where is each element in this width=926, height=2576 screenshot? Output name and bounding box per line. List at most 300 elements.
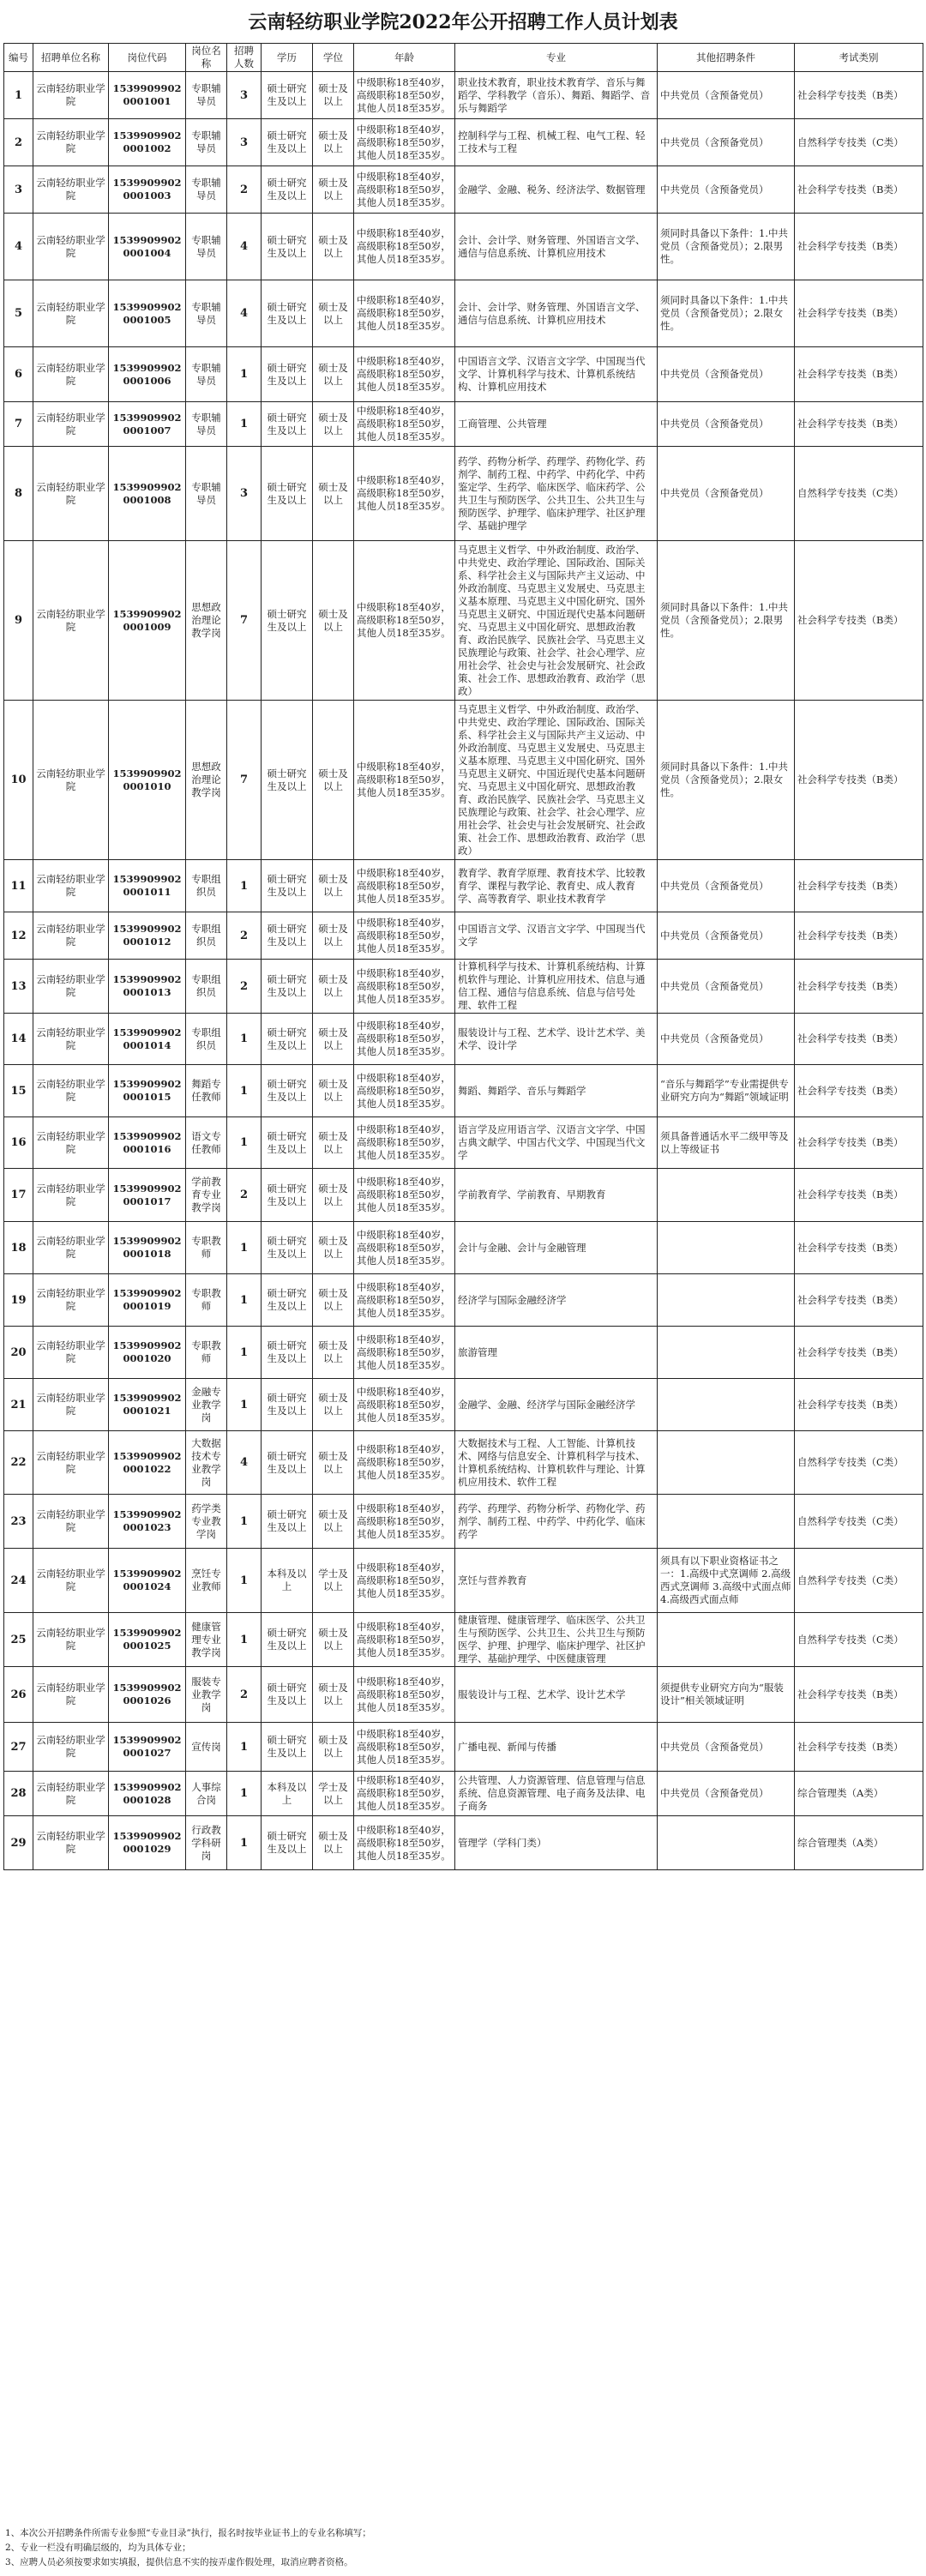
exam-category-cell: 社会科学专技类（B类） <box>795 1065 923 1117</box>
position-name-cell: 大数据技术专业教学岗 <box>186 1431 227 1495</box>
other-conditions-cell <box>658 1327 795 1379</box>
education-cell: 硕士研究生及以上 <box>262 447 313 541</box>
hire-count-cell: 7 <box>227 541 262 701</box>
major-requirement-cell: 管理学（学科门类） <box>455 1816 658 1870</box>
unit-name-cell: 云南轻纺职业学院 <box>33 72 109 119</box>
unit-name-cell: 云南轻纺职业学院 <box>33 347 109 402</box>
age-requirement-cell: 中级职称18至40岁，高级职称18至50岁，其他人员18至35岁。 <box>354 1065 455 1117</box>
table-row <box>4 960 923 1014</box>
other-conditions-cell: 中共党员（含预备党员） <box>658 1014 795 1065</box>
row-number-cell: 9 <box>4 541 33 701</box>
age-requirement-cell: 中级职称18至40岁，高级职称18至50岁，其他人员18至35岁。 <box>354 1117 455 1169</box>
position-code-cell: 15399099020001017 <box>109 1169 186 1222</box>
major-requirement-cell: 语言学及应用语言学、汉语言文字学、中国古典文献学、中国古代文学、中国现当代文学 <box>455 1117 658 1169</box>
unit-name-cell: 云南轻纺职业学院 <box>33 860 109 912</box>
unit-name-cell: 云南轻纺职业学院 <box>33 1613 109 1667</box>
position-name-cell: 专职辅导员 <box>186 347 227 402</box>
position-code-cell: 15399099020001022 <box>109 1431 186 1495</box>
degree-cell: 硕士及以上 <box>313 541 354 701</box>
position-code-cell: 15399099020001006 <box>109 347 186 402</box>
major-requirement-cell: 控制科学与工程、机械工程、电气工程、轻工技术与工程 <box>455 119 658 166</box>
position-name-cell: 宣传岗 <box>186 1723 227 1772</box>
education-cell: 硕士研究生及以上 <box>262 166 313 214</box>
table-row <box>4 1379 923 1431</box>
position-name-cell: 语文专任教师 <box>186 1117 227 1169</box>
exam-category-cell: 社会科学专技类（B类） <box>795 1379 923 1431</box>
position-code-cell: 15399099020001007 <box>109 402 186 447</box>
hire-count-cell: 2 <box>227 1667 262 1723</box>
hire-count-cell: 1 <box>227 1327 262 1379</box>
age-requirement-cell: 中级职称18至40岁，高级职称18至50岁，其他人员18至35岁。 <box>354 541 455 701</box>
major-requirement-cell: 烹饪与营养教育 <box>455 1549 658 1613</box>
table-row <box>4 1667 923 1723</box>
unit-name-cell: 云南轻纺职业学院 <box>33 1667 109 1723</box>
exam-category-cell: 社会科学专技类（B类） <box>795 347 923 402</box>
table-row <box>4 912 923 960</box>
other-conditions-cell <box>658 1169 795 1222</box>
position-code-cell: 15399099020001010 <box>109 701 186 860</box>
age-requirement-cell: 中级职称18至40岁，高级职称18至50岁，其他人员18至35岁。 <box>354 960 455 1014</box>
major-requirement-cell: 计算机科学与技术、计算机系统结构、计算机软件与理论、计算机应用技术、信息与通信工程、通信与信息系统、信息与信号处理、软件工程 <box>455 960 658 1014</box>
major-requirement-cell: 会计、会计学、财务管理、外国语言文学、通信与信息系统、计算机应用技术 <box>455 280 658 347</box>
major-requirement-cell: 大数据技术与工程、人工智能、计算机技术、网络与信息安全、计算机科学与技术、计算机系统结构、计算机软件与理论、计算机应用技术、软件工程 <box>455 1431 658 1495</box>
degree-cell: 硕士及以上 <box>313 1667 354 1723</box>
age-requirement-cell: 中级职称18至40岁，高级职称18至50岁，其他人员18至35岁。 <box>354 1549 455 1613</box>
row-number-cell: 15 <box>4 1065 33 1117</box>
row-number-cell: 21 <box>4 1379 33 1431</box>
exam-category-cell: 社会科学专技类（B类） <box>795 541 923 701</box>
hire-count-cell: 2 <box>227 166 262 214</box>
row-number-cell: 11 <box>4 860 33 912</box>
age-requirement-cell: 中级职称18至40岁，高级职称18至50岁，其他人员18至35岁。 <box>354 1379 455 1431</box>
major-requirement-cell: 服装设计与工程、艺术学、设计艺术学 <box>455 1667 658 1723</box>
position-name-cell: 专职辅导员 <box>186 72 227 119</box>
table-row <box>4 1327 923 1379</box>
exam-category-cell: 社会科学专技类（B类） <box>795 1014 923 1065</box>
position-name-cell: 学前教育专业教学岗 <box>186 1169 227 1222</box>
major-requirement-cell: 健康管理、健康管理学、临床医学、公共卫生与预防医学、公共卫生、公共卫生与预防医学、护理、护理学、临床护理学、社区护理学、基础护理学、中医健康管理 <box>455 1613 658 1667</box>
row-number-cell: 17 <box>4 1169 33 1222</box>
degree-cell: 硕士及以上 <box>313 1816 354 1870</box>
age-requirement-cell: 中级职称18至40岁，高级职称18至50岁，其他人员18至35岁。 <box>354 912 455 960</box>
position-name-cell: 专职教师 <box>186 1222 227 1274</box>
position-code-cell: 15399099020001025 <box>109 1613 186 1667</box>
hire-count-cell: 2 <box>227 1169 262 1222</box>
table-row <box>4 1065 923 1117</box>
position-code-cell: 15399099020001029 <box>109 1816 186 1870</box>
degree-cell: 硕士及以上 <box>313 347 354 402</box>
other-conditions-cell: 须具有以下职业资格证书之一：1.高级中式烹调师 2.高级西式烹调师 3.高级中式面点师 4.高级西式面点师 <box>658 1549 795 1613</box>
header-cell: 招聘单位名称 <box>33 44 109 72</box>
position-code-cell: 15399099020001011 <box>109 860 186 912</box>
row-number-cell: 4 <box>4 214 33 280</box>
exam-category-cell: 社会科学专技类（B类） <box>795 1723 923 1772</box>
position-code-cell: 15399099020001009 <box>109 541 186 701</box>
table-row <box>4 701 923 860</box>
table-row <box>4 72 923 119</box>
degree-cell: 硕士及以上 <box>313 402 354 447</box>
degree-cell: 硕士及以上 <box>313 1431 354 1495</box>
row-number-cell: 27 <box>4 1723 33 1772</box>
age-requirement-cell: 中级职称18至40岁，高级职称18至50岁，其他人员18至35岁。 <box>354 1667 455 1723</box>
unit-name-cell: 云南轻纺职业学院 <box>33 1495 109 1549</box>
exam-category-cell: 社会科学专技类（B类） <box>795 1222 923 1274</box>
table-row <box>4 1014 923 1065</box>
unit-name-cell: 云南轻纺职业学院 <box>33 166 109 214</box>
major-requirement-cell: 药学、药物分析学、药理学、药物化学、药剂学、制药工程、中药学、中药化学、中药鉴定学、生药学、临床医学、临床药学、公共卫生与预防医学、公共卫生、公共卫生与预防医学、护理学、临床护理学、社区护理学、基础护理学 <box>455 447 658 541</box>
education-cell: 硕士研究生及以上 <box>262 1667 313 1723</box>
exam-category-cell: 社会科学专技类（B类） <box>795 1327 923 1379</box>
age-requirement-cell: 中级职称18至40岁，高级职称18至50岁，其他人员18至35岁。 <box>354 1274 455 1327</box>
major-requirement-cell: 广播电视、新闻与传播 <box>455 1723 658 1772</box>
age-requirement-cell: 中级职称18至40岁，高级职称18至50岁，其他人员18至35岁。 <box>354 280 455 347</box>
other-conditions-cell: 须具备普通话水平二级甲等及以上等级证书 <box>658 1117 795 1169</box>
unit-name-cell: 云南轻纺职业学院 <box>33 280 109 347</box>
exam-category-cell: 自然科学专技类（C类） <box>795 119 923 166</box>
education-cell: 硕士研究生及以上 <box>262 402 313 447</box>
hire-count-cell: 7 <box>227 701 262 860</box>
education-cell: 硕士研究生及以上 <box>262 1065 313 1117</box>
unit-name-cell: 云南轻纺职业学院 <box>33 447 109 541</box>
footnote: 3、应聘人员必须按要求如实填报，提供信息不实的按弄虚作假处理，取消应聘者资格。 <box>5 2557 353 2567</box>
table-row <box>4 1222 923 1274</box>
position-name-cell: 药学类专业教学岗 <box>186 1495 227 1549</box>
degree-cell: 硕士及以上 <box>313 1117 354 1169</box>
other-conditions-cell: 须同时具备以下条件：1.中共党员（含预备党员）；2.限男性。 <box>658 541 795 701</box>
position-name-cell: 人事综合岗 <box>186 1772 227 1816</box>
unit-name-cell: 云南轻纺职业学院 <box>33 1014 109 1065</box>
age-requirement-cell: 中级职称18至40岁，高级职称18至50岁，其他人员18至35岁。 <box>354 119 455 166</box>
other-conditions-cell: 中共党员（含预备党员） <box>658 119 795 166</box>
other-conditions-cell: 中共党员（含预备党员） <box>658 860 795 912</box>
exam-category-cell: 社会科学专技类（B类） <box>795 402 923 447</box>
major-requirement-cell: 学前教育学、学前教育、早期教育 <box>455 1169 658 1222</box>
age-requirement-cell: 中级职称18至40岁，高级职称18至50岁，其他人员18至35岁。 <box>354 447 455 541</box>
exam-category-cell: 综合管理类（A类） <box>795 1816 923 1870</box>
age-requirement-cell: 中级职称18至40岁，高级职称18至50岁，其他人员18至35岁。 <box>354 1014 455 1065</box>
other-conditions-cell <box>658 1274 795 1327</box>
other-conditions-cell: 中共党员（含预备党员） <box>658 347 795 402</box>
major-requirement-cell: 舞蹈、舞蹈学、音乐与舞蹈学 <box>455 1065 658 1117</box>
degree-cell: 学士及以上 <box>313 1549 354 1613</box>
age-requirement-cell: 中级职称18至40岁，高级职称18至50岁，其他人员18至35岁。 <box>354 1613 455 1667</box>
header-cell: 岗位名称 <box>186 44 227 72</box>
major-requirement-cell: 服装设计与工程、艺术学、设计艺术学、美术学、设计学 <box>455 1014 658 1065</box>
major-requirement-cell: 药学、药理学、药物分析学、药物化学、药剂学、制药工程、中药学、中药化学、临床药学 <box>455 1495 658 1549</box>
row-number-cell: 25 <box>4 1613 33 1667</box>
row-number-cell: 5 <box>4 280 33 347</box>
education-cell: 硕士研究生及以上 <box>262 701 313 860</box>
other-conditions-cell: 须同时具备以下条件：1.中共党员（含预备党员）；2.限女性。 <box>658 701 795 860</box>
age-requirement-cell: 中级职称18至40岁，高级职称18至50岁，其他人员18至35岁。 <box>354 1222 455 1274</box>
education-cell: 硕士研究生及以上 <box>262 912 313 960</box>
age-requirement-cell: 中级职称18至40岁，高级职称18至50岁，其他人员18至35岁。 <box>354 1169 455 1222</box>
hire-count-cell: 1 <box>227 402 262 447</box>
unit-name-cell: 云南轻纺职业学院 <box>33 1222 109 1274</box>
position-name-cell: 专职组织员 <box>186 912 227 960</box>
degree-cell: 硕士及以上 <box>313 214 354 280</box>
degree-cell: 硕士及以上 <box>313 701 354 860</box>
education-cell: 硕士研究生及以上 <box>262 1169 313 1222</box>
education-cell: 硕士研究生及以上 <box>262 119 313 166</box>
table-row <box>4 402 923 447</box>
position-name-cell: 金融专业教学岗 <box>186 1379 227 1431</box>
hire-count-cell: 1 <box>227 1014 262 1065</box>
degree-cell: 硕士及以上 <box>313 1723 354 1772</box>
major-requirement-cell: 中国语言文学、汉语言文字学、中国现当代文学、计算机科学与技术、计算机系统结构、计算机应用技术 <box>455 347 658 402</box>
education-cell: 硕士研究生及以上 <box>262 1379 313 1431</box>
exam-category-cell: 自然科学专技类（C类） <box>795 1495 923 1549</box>
unit-name-cell: 云南轻纺职业学院 <box>33 912 109 960</box>
other-conditions-cell: 中共党员（含预备党员） <box>658 447 795 541</box>
unit-name-cell: 云南轻纺职业学院 <box>33 1379 109 1431</box>
position-code-cell: 15399099020001012 <box>109 912 186 960</box>
exam-category-cell: 综合管理类（A类） <box>795 1772 923 1816</box>
major-requirement-cell: 教育学、教育学原理、教育技术学、比较教育学、课程与教学论、教育史、成人教育学、高等教育学、职业技术教育学 <box>455 860 658 912</box>
unit-name-cell: 云南轻纺职业学院 <box>33 1772 109 1816</box>
major-requirement-cell: 会计、会计学、财务管理、外国语言文学、通信与信息系统、计算机应用技术 <box>455 214 658 280</box>
education-cell: 硕士研究生及以上 <box>262 1014 313 1065</box>
other-conditions-cell: “音乐与舞蹈学”专业需提供专业研究方向为“舞蹈”领域证明 <box>658 1065 795 1117</box>
major-requirement-cell: 经济学与国际金融经济学 <box>455 1274 658 1327</box>
degree-cell: 硕士及以上 <box>313 1327 354 1379</box>
table-row <box>4 1117 923 1169</box>
degree-cell: 硕士及以上 <box>313 1495 354 1549</box>
table-row <box>4 1816 923 1870</box>
table-header-row <box>4 44 923 72</box>
position-name-cell: 专职辅导员 <box>186 280 227 347</box>
hire-count-cell: 4 <box>227 214 262 280</box>
age-requirement-cell: 中级职称18至40岁，高级职称18至50岁，其他人员18至35岁。 <box>354 701 455 860</box>
hire-count-cell: 1 <box>227 1495 262 1549</box>
position-code-cell: 15399099020001027 <box>109 1723 186 1772</box>
position-name-cell: 专职辅导员 <box>186 166 227 214</box>
other-conditions-cell: 中共党员（含预备党员） <box>658 1772 795 1816</box>
row-number-cell: 26 <box>4 1667 33 1723</box>
education-cell: 硕士研究生及以上 <box>262 860 313 912</box>
major-requirement-cell: 旅游管理 <box>455 1327 658 1379</box>
other-conditions-cell: 中共党员（含预备党员） <box>658 166 795 214</box>
other-conditions-cell: 中共党员（含预备党员） <box>658 960 795 1014</box>
degree-cell: 硕士及以上 <box>313 280 354 347</box>
position-code-cell: 15399099020001016 <box>109 1117 186 1169</box>
major-requirement-cell: 金融学、金融、经济学与国际金融经济学 <box>455 1379 658 1431</box>
education-cell: 硕士研究生及以上 <box>262 347 313 402</box>
hire-count-cell: 4 <box>227 280 262 347</box>
position-code-cell: 15399099020001013 <box>109 960 186 1014</box>
unit-name-cell: 云南轻纺职业学院 <box>33 214 109 280</box>
exam-category-cell: 自然科学专技类（C类） <box>795 1431 923 1495</box>
degree-cell: 硕士及以上 <box>313 1169 354 1222</box>
education-cell: 本科及以上 <box>262 1549 313 1613</box>
position-name-cell: 专职组织员 <box>186 1014 227 1065</box>
table-row <box>4 1549 923 1613</box>
degree-cell: 硕士及以上 <box>313 447 354 541</box>
table-row <box>4 1274 923 1327</box>
position-name-cell: 专职教师 <box>186 1327 227 1379</box>
major-requirement-cell: 职业技术教育，职业技术教育学、音乐与舞蹈学、学科教学（音乐）、舞蹈、舞蹈学、音乐与舞蹈学 <box>455 72 658 119</box>
exam-category-cell: 社会科学专技类（B类） <box>795 72 923 119</box>
major-requirement-cell: 会计与金融、会计与金融管理 <box>455 1222 658 1274</box>
header-cell: 年龄 <box>354 44 455 72</box>
degree-cell: 硕士及以上 <box>313 912 354 960</box>
age-requirement-cell: 中级职称18至40岁，高级职称18至50岁，其他人员18至35岁。 <box>354 402 455 447</box>
other-conditions-cell: 中共党员（含预备党员） <box>658 402 795 447</box>
table-row <box>4 1495 923 1549</box>
other-conditions-cell <box>658 1613 795 1667</box>
education-cell: 硕士研究生及以上 <box>262 214 313 280</box>
age-requirement-cell: 中级职称18至40岁，高级职称18至50岁，其他人员18至35岁。 <box>354 1495 455 1549</box>
header-cell: 编号 <box>4 44 33 72</box>
hire-count-cell: 4 <box>227 1431 262 1495</box>
unit-name-cell: 云南轻纺职业学院 <box>33 1274 109 1327</box>
hire-count-cell: 1 <box>227 347 262 402</box>
unit-name-cell: 云南轻纺职业学院 <box>33 119 109 166</box>
unit-name-cell: 云南轻纺职业学院 <box>33 1816 109 1870</box>
row-number-cell: 19 <box>4 1274 33 1327</box>
row-number-cell: 14 <box>4 1014 33 1065</box>
degree-cell: 硕士及以上 <box>313 1379 354 1431</box>
exam-category-cell: 社会科学专技类（B类） <box>795 280 923 347</box>
unit-name-cell: 云南轻纺职业学院 <box>33 541 109 701</box>
table-row <box>4 541 923 701</box>
position-name-cell: 思想政治理论教学岗 <box>186 541 227 701</box>
degree-cell: 学士及以上 <box>313 1772 354 1816</box>
hire-count-cell: 1 <box>227 1723 262 1772</box>
table-row <box>4 447 923 541</box>
position-code-cell: 15399099020001014 <box>109 1014 186 1065</box>
table-row <box>4 166 923 214</box>
degree-cell: 硕士及以上 <box>313 1065 354 1117</box>
position-code-cell: 15399099020001024 <box>109 1549 186 1613</box>
other-conditions-cell <box>658 1379 795 1431</box>
table-row <box>4 1723 923 1772</box>
other-conditions-cell <box>658 1222 795 1274</box>
position-code-cell: 15399099020001018 <box>109 1222 186 1274</box>
position-name-cell: 烹饪专业教师 <box>186 1549 227 1613</box>
other-conditions-cell: 中共党员（含预备党员） <box>658 912 795 960</box>
age-requirement-cell: 中级职称18至40岁，高级职称18至50岁，其他人员18至35岁。 <box>354 1816 455 1870</box>
exam-category-cell: 社会科学专技类（B类） <box>795 214 923 280</box>
position-code-cell: 15399099020001015 <box>109 1065 186 1117</box>
row-number-cell: 6 <box>4 347 33 402</box>
row-number-cell: 7 <box>4 402 33 447</box>
row-number-cell: 8 <box>4 447 33 541</box>
position-code-cell: 15399099020001026 <box>109 1667 186 1723</box>
hire-count-cell: 3 <box>227 72 262 119</box>
age-requirement-cell: 中级职称18至40岁，高级职称18至50岁，其他人员18至35岁。 <box>354 1327 455 1379</box>
position-name-cell: 健康管理专业教学岗 <box>186 1613 227 1667</box>
degree-cell: 硕士及以上 <box>313 72 354 119</box>
other-conditions-cell: 须同时具备以下条件：1.中共党员（含预备党员）；2.限女性。 <box>658 280 795 347</box>
row-number-cell: 12 <box>4 912 33 960</box>
position-code-cell: 15399099020001001 <box>109 72 186 119</box>
education-cell: 硕士研究生及以上 <box>262 1327 313 1379</box>
table-row <box>4 860 923 912</box>
education-cell: 硕士研究生及以上 <box>262 1816 313 1870</box>
exam-category-cell: 社会科学专技类（B类） <box>795 912 923 960</box>
major-requirement-cell: 公共管理、人力资源管理、信息管理与信息系统、信息资源管理、电子商务及法律、电子商务 <box>455 1772 658 1816</box>
education-cell: 硕士研究生及以上 <box>262 1723 313 1772</box>
position-name-cell: 专职辅导员 <box>186 402 227 447</box>
degree-cell: 硕士及以上 <box>313 960 354 1014</box>
position-code-cell: 15399099020001002 <box>109 119 186 166</box>
position-name-cell: 专职组织员 <box>186 860 227 912</box>
row-number-cell: 3 <box>4 166 33 214</box>
footnote: 1、本次公开招聘条件所需专业参照“专业目录”执行，报名时按毕业证书上的专业名称填写； <box>5 2528 371 2538</box>
recruitment-plan-table <box>3 43 923 1870</box>
exam-category-cell: 社会科学专技类（B类） <box>795 1117 923 1169</box>
table-row <box>4 119 923 166</box>
footnote: 2、专业一栏没有明确层级的，均为具体专业； <box>5 2543 191 2553</box>
row-number-cell: 24 <box>4 1549 33 1613</box>
position-name-cell: 专职教师 <box>186 1274 227 1327</box>
hire-count-cell: 1 <box>227 1222 262 1274</box>
position-code-cell: 15399099020001020 <box>109 1327 186 1379</box>
other-conditions-cell: 须同时具备以下条件：1.中共党员（含预备党员）；2.限男性。 <box>658 214 795 280</box>
degree-cell: 硕士及以上 <box>313 166 354 214</box>
unit-name-cell: 云南轻纺职业学院 <box>33 1327 109 1379</box>
header-cell: 岗位代码 <box>109 44 186 72</box>
row-number-cell: 13 <box>4 960 33 1014</box>
header-cell: 其他招聘条件 <box>658 44 795 72</box>
exam-category-cell: 社会科学专技类（B类） <box>795 1274 923 1327</box>
education-cell: 硕士研究生及以上 <box>262 72 313 119</box>
row-number-cell: 16 <box>4 1117 33 1169</box>
table-row <box>4 1772 923 1816</box>
exam-category-cell: 自然科学专技类（C类） <box>795 1549 923 1613</box>
unit-name-cell: 云南轻纺职业学院 <box>33 1117 109 1169</box>
degree-cell: 硕士及以上 <box>313 1222 354 1274</box>
row-number-cell: 18 <box>4 1222 33 1274</box>
unit-name-cell: 云南轻纺职业学院 <box>33 701 109 860</box>
table-row <box>4 214 923 280</box>
degree-cell: 硕士及以上 <box>313 1613 354 1667</box>
header-cell: 学位 <box>313 44 354 72</box>
major-requirement-cell: 马克思主义哲学、中外政治制度、政治学、中共党史、政治学理论、国际政治、国际关系、科学社会主义与国际共产主义运动、中外政治制度、马克思主义发展史、马克思主义基本原理、马克思主义中国化研究、国外马克思主义研究、中国近现代史基本问题研究、马克思主义中国化研究、思想政治教育、政治民族学、民族社会学、马克思主义民族理论与政策、社会学、社会心理学、应用社会学、社会史与社会发展研究、社会政策、社会工作、思想政治教育、政治学（思政） <box>455 541 658 701</box>
unit-name-cell: 云南轻纺职业学院 <box>33 402 109 447</box>
row-number-cell: 29 <box>4 1816 33 1870</box>
position-name-cell: 服装专业教学岗 <box>186 1667 227 1723</box>
document-title: 云南轻纺职业学院2022年公开招聘工作人员计划表 <box>248 11 678 33</box>
position-name-cell: 专职组织员 <box>186 960 227 1014</box>
other-conditions-cell <box>658 1495 795 1549</box>
row-number-cell: 20 <box>4 1327 33 1379</box>
age-requirement-cell: 中级职称18至40岁，高级职称18至50岁，其他人员18至35岁。 <box>354 166 455 214</box>
other-conditions-cell <box>658 1431 795 1495</box>
education-cell: 本科及以上 <box>262 1772 313 1816</box>
major-requirement-cell: 工商管理、公共管理 <box>455 402 658 447</box>
exam-category-cell: 自然科学专技类（C类） <box>795 447 923 541</box>
unit-name-cell: 云南轻纺职业学院 <box>33 1065 109 1117</box>
education-cell: 硕士研究生及以上 <box>262 1431 313 1495</box>
position-name-cell: 专职辅导员 <box>186 447 227 541</box>
other-conditions-cell: 须提供专业研究方向为“服装设计”相关领域证明 <box>658 1667 795 1723</box>
education-cell: 硕士研究生及以上 <box>262 1495 313 1549</box>
position-name-cell: 专职辅导员 <box>186 119 227 166</box>
education-cell: 硕士研究生及以上 <box>262 541 313 701</box>
header-cell: 考试类别 <box>795 44 923 72</box>
row-number-cell: 10 <box>4 701 33 860</box>
exam-category-cell: 社会科学专技类（B类） <box>795 1667 923 1723</box>
unit-name-cell: 云南轻纺职业学院 <box>33 1723 109 1772</box>
unit-name-cell: 云南轻纺职业学院 <box>33 1431 109 1495</box>
exam-category-cell: 社会科学专技类（B类） <box>795 860 923 912</box>
unit-name-cell: 云南轻纺职业学院 <box>33 1169 109 1222</box>
exam-category-cell: 社会科学专技类（B类） <box>795 960 923 1014</box>
age-requirement-cell: 中级职称18至40岁，高级职称18至50岁，其他人员18至35岁。 <box>354 72 455 119</box>
position-code-cell: 15399099020001021 <box>109 1379 186 1431</box>
